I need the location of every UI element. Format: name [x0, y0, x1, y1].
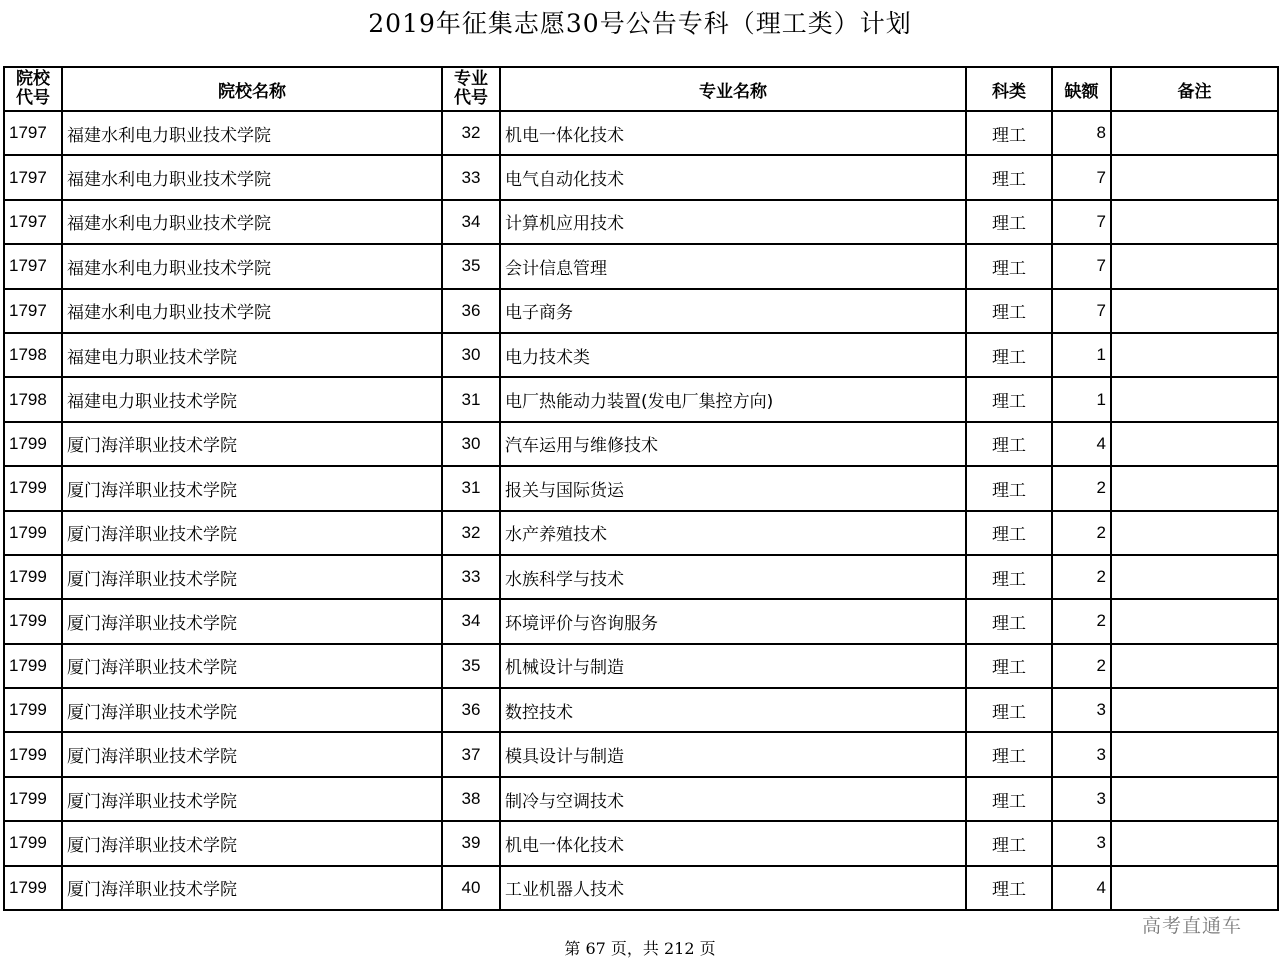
table-row [4, 244, 1278, 288]
cell-school-code: 1798 [4, 333, 62, 377]
table-row [4, 644, 1278, 688]
cell-category: 理工 [966, 333, 1052, 377]
cell-quota: 2 [1052, 555, 1111, 599]
table-body [4, 111, 1278, 910]
cell-school-code: 1799 [4, 732, 62, 776]
table-row [4, 466, 1278, 510]
cell-school-code: 1799 [4, 466, 62, 510]
cell-quota: 3 [1052, 777, 1111, 821]
cell-quota: 7 [1052, 289, 1111, 333]
cell-major-code: 35 [442, 244, 500, 288]
cell-category: 理工 [966, 821, 1052, 865]
cell-school-code: 1797 [4, 200, 62, 244]
cell-quota: 3 [1052, 688, 1111, 732]
cell-major-name: 汽车运用与维修技术 [500, 422, 966, 466]
cell-category: 理工 [966, 866, 1052, 910]
cell-category: 理工 [966, 732, 1052, 776]
cell-remark [1111, 466, 1278, 510]
cell-quota: 2 [1052, 599, 1111, 643]
cell-major-name: 会计信息管理 [500, 244, 966, 288]
cell-major-code: 34 [442, 599, 500, 643]
cell-school-code: 1799 [4, 821, 62, 865]
table-row [4, 511, 1278, 555]
cell-school-code: 1797 [4, 111, 62, 155]
cell-category: 理工 [966, 111, 1052, 155]
page-title: 2019年征集志愿30号公告专科（理工类）计划 [368, 9, 912, 38]
cell-school-name: 福建水利电力职业技术学院 [62, 200, 442, 244]
cell-category: 理工 [966, 200, 1052, 244]
cell-major-code: 36 [442, 688, 500, 732]
cell-major-code: 33 [442, 155, 500, 199]
table-row [4, 200, 1278, 244]
cell-remark [1111, 111, 1278, 155]
cell-school-name: 厦门海洋职业技术学院 [62, 466, 442, 510]
header-quota: 缺额 [1052, 67, 1111, 111]
cell-major-name: 电气自动化技术 [500, 155, 966, 199]
cell-quota: 1 [1052, 333, 1111, 377]
cell-category: 理工 [966, 244, 1052, 288]
cell-remark [1111, 644, 1278, 688]
cell-school-code: 1797 [4, 244, 62, 288]
cell-school-name: 厦门海洋职业技术学院 [62, 821, 442, 865]
cell-quota: 1 [1052, 377, 1111, 421]
cell-quota: 2 [1052, 644, 1111, 688]
cell-major-name: 环境评价与咨询服务 [500, 599, 966, 643]
cell-category: 理工 [966, 688, 1052, 732]
page-footer: 第 67 页，共 212 页 [564, 939, 716, 958]
cell-remark [1111, 200, 1278, 244]
header-school-code-line2: 代号 [16, 88, 50, 108]
cell-remark [1111, 821, 1278, 865]
table-row [4, 422, 1278, 466]
cell-major-code: 35 [442, 644, 500, 688]
cell-major-code: 39 [442, 821, 500, 865]
cell-remark [1111, 333, 1278, 377]
cell-quota: 2 [1052, 511, 1111, 555]
header-major-code [442, 67, 500, 111]
cell-major-name: 水产养殖技术 [500, 511, 966, 555]
cell-school-code: 1799 [4, 422, 62, 466]
cell-major-name: 电子商务 [500, 289, 966, 333]
cell-school-name: 厦门海洋职业技术学院 [62, 422, 442, 466]
cell-major-code: 31 [442, 377, 500, 421]
cell-school-name: 福建水利电力职业技术学院 [62, 244, 442, 288]
table-row [4, 777, 1278, 821]
cell-category: 理工 [966, 466, 1052, 510]
cell-major-code: 34 [442, 200, 500, 244]
cell-major-name: 机械设计与制造 [500, 644, 966, 688]
cell-quota: 7 [1052, 244, 1111, 288]
header-major-code-line1: 专业 [454, 69, 488, 89]
cell-major-name: 机电一体化技术 [500, 821, 966, 865]
cell-major-code: 33 [442, 555, 500, 599]
cell-school-code: 1799 [4, 644, 62, 688]
cell-school-name: 厦门海洋职业技术学院 [62, 866, 442, 910]
cell-category: 理工 [966, 377, 1052, 421]
cell-category: 理工 [966, 555, 1052, 599]
cell-major-code: 36 [442, 289, 500, 333]
cell-major-code: 30 [442, 422, 500, 466]
cell-quota: 8 [1052, 111, 1111, 155]
header-remark: 备注 [1111, 67, 1278, 111]
cell-quota: 3 [1052, 821, 1111, 865]
cell-major-code: 30 [442, 333, 500, 377]
cell-school-code: 1799 [4, 688, 62, 732]
cell-major-code: 38 [442, 777, 500, 821]
cell-remark [1111, 155, 1278, 199]
cell-major-code: 32 [442, 511, 500, 555]
cell-category: 理工 [966, 511, 1052, 555]
cell-school-code: 1799 [4, 555, 62, 599]
cell-school-code: 1797 [4, 289, 62, 333]
header-school-name: 院校名称 [62, 67, 442, 111]
cell-category: 理工 [966, 155, 1052, 199]
cell-school-name: 厦门海洋职业技术学院 [62, 644, 442, 688]
table-row [4, 732, 1278, 776]
cell-quota: 4 [1052, 422, 1111, 466]
table-row [4, 599, 1278, 643]
cell-school-code: 1799 [4, 511, 62, 555]
cell-remark [1111, 555, 1278, 599]
watermark: 高考直通车 [1142, 915, 1243, 937]
cell-major-name: 水族科学与技术 [500, 555, 966, 599]
cell-category: 理工 [966, 289, 1052, 333]
cell-school-code: 1797 [4, 155, 62, 199]
cell-remark [1111, 688, 1278, 732]
header-school-code-line1: 院校 [16, 69, 50, 89]
cell-remark [1111, 377, 1278, 421]
cell-major-name: 电厂热能动力装置(发电厂集控方向) [500, 377, 966, 421]
cell-category: 理工 [966, 599, 1052, 643]
cell-major-name: 制冷与空调技术 [500, 777, 966, 821]
table-row [4, 866, 1278, 910]
cell-school-name: 厦门海洋职业技术学院 [62, 599, 442, 643]
cell-major-code: 37 [442, 732, 500, 776]
table-header [4, 67, 1278, 111]
table-row [4, 377, 1278, 421]
plan-table [3, 66, 1279, 911]
header-category: 科类 [966, 67, 1052, 111]
cell-quota: 4 [1052, 866, 1111, 910]
table-row [4, 155, 1278, 199]
cell-quota: 7 [1052, 200, 1111, 244]
table-row [4, 555, 1278, 599]
cell-quota: 3 [1052, 732, 1111, 776]
table-row [4, 821, 1278, 865]
cell-remark [1111, 777, 1278, 821]
cell-school-name: 厦门海洋职业技术学院 [62, 688, 442, 732]
cell-remark [1111, 289, 1278, 333]
cell-remark [1111, 244, 1278, 288]
cell-school-name: 厦门海洋职业技术学院 [62, 732, 442, 776]
cell-remark [1111, 866, 1278, 910]
table-row [4, 688, 1278, 732]
cell-major-code: 32 [442, 111, 500, 155]
cell-major-code: 40 [442, 866, 500, 910]
cell-remark [1111, 732, 1278, 776]
cell-major-name: 工业机器人技术 [500, 866, 966, 910]
cell-school-code: 1799 [4, 866, 62, 910]
cell-school-code: 1798 [4, 377, 62, 421]
cell-major-code: 31 [442, 466, 500, 510]
table-row [4, 111, 1278, 155]
cell-school-name: 福建电力职业技术学院 [62, 377, 442, 421]
cell-school-name: 福建水利电力职业技术学院 [62, 155, 442, 199]
cell-school-code: 1799 [4, 777, 62, 821]
table-row [4, 289, 1278, 333]
cell-category: 理工 [966, 777, 1052, 821]
table-row [4, 333, 1278, 377]
cell-quota: 7 [1052, 155, 1111, 199]
cell-major-name: 数控技术 [500, 688, 966, 732]
header-major-name: 专业名称 [500, 67, 966, 111]
cell-school-name: 厦门海洋职业技术学院 [62, 555, 442, 599]
cell-school-name: 厦门海洋职业技术学院 [62, 511, 442, 555]
cell-category: 理工 [966, 644, 1052, 688]
cell-major-name: 电力技术类 [500, 333, 966, 377]
cell-remark [1111, 422, 1278, 466]
cell-quota: 2 [1052, 466, 1111, 510]
cell-major-name: 计算机应用技术 [500, 200, 966, 244]
cell-major-name: 报关与国际货运 [500, 466, 966, 510]
cell-major-name: 模具设计与制造 [500, 732, 966, 776]
header-major-code-line2: 代号 [454, 88, 488, 108]
header-school-code [4, 67, 62, 111]
cell-school-name: 福建水利电力职业技术学院 [62, 111, 442, 155]
cell-category: 理工 [966, 422, 1052, 466]
cell-school-name: 厦门海洋职业技术学院 [62, 777, 442, 821]
cell-major-name: 机电一体化技术 [500, 111, 966, 155]
cell-school-name: 福建水利电力职业技术学院 [62, 289, 442, 333]
cell-school-name: 福建电力职业技术学院 [62, 333, 442, 377]
cell-remark [1111, 511, 1278, 555]
cell-school-code: 1799 [4, 599, 62, 643]
cell-remark [1111, 599, 1278, 643]
